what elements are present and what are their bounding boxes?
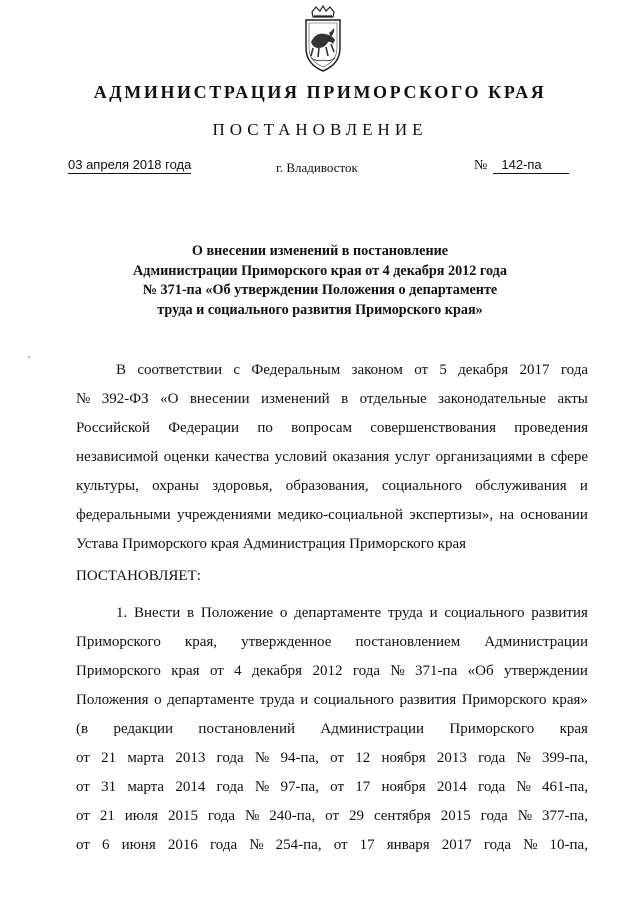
document-date: 03 апреля 2018 года — [68, 157, 192, 172]
preamble-line: Устава Приморского края Администрация Приморского края — [76, 536, 467, 552]
item-line: от 21 марта 2013 года № 94-па, от 12 ноября 2013 года № 399-па, — [76, 750, 588, 766]
coat-of-arms-emblem — [298, 4, 348, 74]
number-value: 142-па — [493, 157, 569, 174]
resolution-heading: ПОСТАНОВЛЯЕТ: — [76, 568, 201, 584]
subject-line: О внесении изменений в постановление — [191, 243, 449, 259]
document-city: г. Владивосток — [276, 160, 358, 175]
preamble-line: независимой оценки качества условий оказания услуг организациями в сфере — [76, 449, 588, 465]
document-subject — [80, 242, 560, 320]
preamble-line: Российской Федерации по вопросам совершенствования проведения — [76, 420, 588, 436]
subject-line: Администрации Приморского края от 4 декабря 2012 года — [133, 262, 507, 279]
preamble-line: № 392-ФЗ «О внесении изменений в отдельные законодательные акты — [76, 391, 588, 407]
subject-line: труда и социального развития Приморского края» — [157, 301, 483, 318]
subject-line: № 371-па «Об утверждении Положения о департаменте — [142, 282, 498, 298]
document-type: ПОСТАНОВЛЕНИЕ — [212, 120, 428, 139]
item-line: от 21 июля 2015 года № 240-па, от 29 сентября 2015 года № 377-па, — [76, 808, 588, 824]
organization-title: АДМИНИСТРАЦИЯ ПРИМОРСКОГО КРАЯ — [93, 82, 547, 102]
item-1-paragraph — [76, 599, 588, 860]
item-line: Приморского края, утвержденное постановлением Администрации — [76, 634, 588, 650]
preamble-line: В соответствии с Федеральным законом от 5 декабря 2017 года — [116, 362, 588, 378]
document-number — [474, 157, 569, 174]
scan-artifact — [28, 356, 30, 358]
item-line: от 6 июня 2016 года № 254-па, от 17 января 2017 года № 10-па, — [76, 837, 588, 853]
preamble-line: федеральными учреждениями медико-социальной экспертизы», на основании — [76, 507, 588, 523]
preamble-paragraph — [76, 356, 588, 559]
item-line: (в редакции постановлений Администрации Приморского края — [76, 721, 588, 737]
preamble-line: культуры, охраны здоровья, образования, социального обслуживания и — [76, 478, 588, 494]
item-line: 1. Внести в Положение о департаменте труда и социального развития — [116, 605, 588, 621]
item-line: Приморского края от 4 декабря 2012 года № 371-па «Об утверждении — [76, 663, 588, 679]
item-line: Положения о департаменте труда и социального развития Приморского края» — [76, 692, 588, 708]
item-line: от 31 марта 2014 года № 97-па, от 17 ноября 2014 года № 461-па, — [76, 779, 588, 795]
number-sign: № — [474, 158, 488, 173]
